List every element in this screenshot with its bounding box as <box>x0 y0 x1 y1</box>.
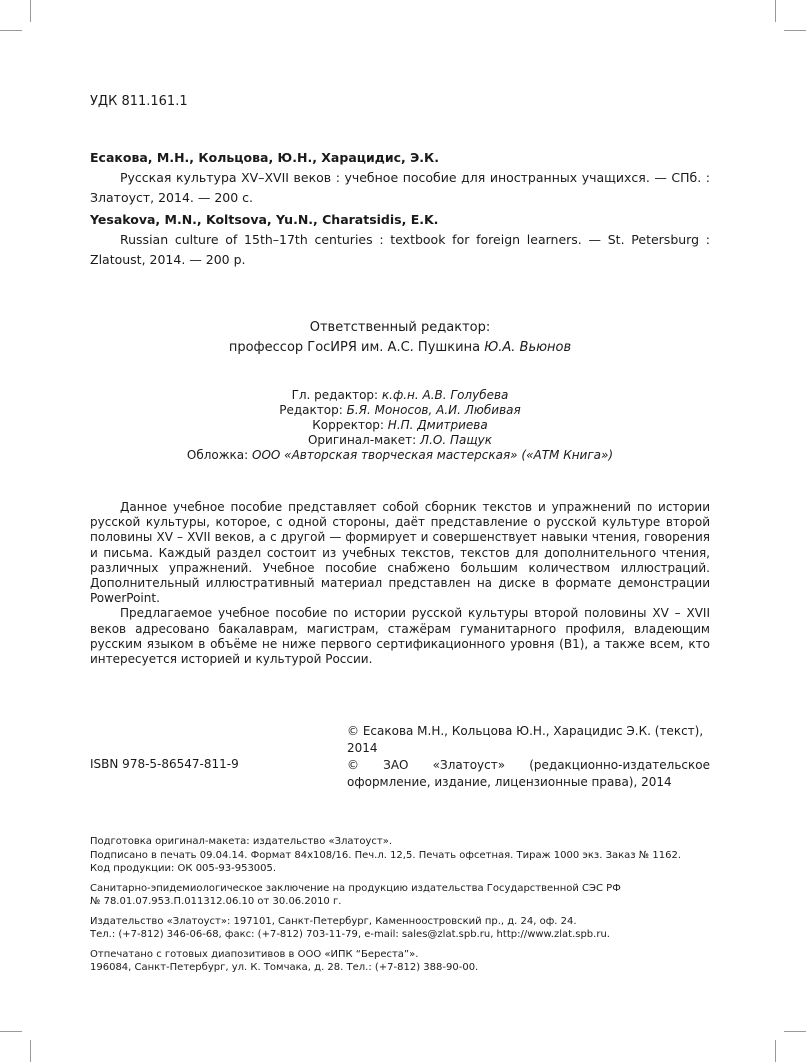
responsible-editor-position: профессор ГосИРЯ им. А.С. Пушкина <box>228 340 481 355</box>
description-ru: Русская культура XV–XVII веков : учебное пособие для иностранных учащихся. — СПб. : Златоуст, 2014. — 200 с. <box>90 170 710 205</box>
copyright-authors: © Есакова М.Н., Кольцова Ю.Н., Харацидис Э.К. (текст), 2014 <box>347 724 704 755</box>
abstract <box>90 500 710 667</box>
abstract-paragraph: Предлагаемое учебное пособие по истории русской культуры второй половины XV – XVII веков адресовано бакалаврам, магистрам, стажёрам гуманитарного профиля, владеющим русским языком в объёме не ниже первого сертификационного уровня (В1), а также всем, кто интересуется историей и культурой России. <box>90 606 710 667</box>
credit-line <box>90 388 710 403</box>
credit-value: Н.П. Дмитриева <box>387 418 488 432</box>
imprint-line: Подготовка оригинал-макета: издательство «Златоуст». <box>90 836 393 847</box>
crop-mark-top-left-horizontal <box>0 30 22 31</box>
crop-mark-top-right-horizontal <box>784 30 806 31</box>
credit-role: Корректор: <box>312 418 384 432</box>
imprint-block <box>90 835 710 975</box>
abstract-paragraph: Данное учебное пособие представляет собой сборник текстов и упражнений по истории русской культуры, которое, с одной стороны, даёт представление о русской культуре второй половины XV – XVII веков, а с другой — формирует и совершенствует навыки чтения, говорения и письма. Каждый раздел состоит из учебных текстов, текстов для дополнительного чтения, различных упражнений. Учебное пособие снабжено большим количеством иллюстраций. Дополнительный иллюстративный материал представлен на диске в формате демонстрации PowerPoint. <box>90 500 710 606</box>
credit-value: Л.О. Пащук <box>420 433 492 447</box>
credit-role: Редактор: <box>279 403 343 417</box>
imprint-line: Отпечатано с готовых диапозитивов в ООО «ИПК “Береста”». <box>90 948 419 960</box>
crop-mark-top-right-vertical <box>775 0 776 22</box>
imprint-line: Санитарно-эпидемиологическое заключение на продукцию издательства Государственной СЭС РФ <box>90 882 621 894</box>
imprint-line: Подписано в печать 09.04.14. Формат 84х108/16. Печ.л. 12,5. Печать офсетная. Тираж 1000 экз. Заказ № 1162. <box>90 849 681 861</box>
copyright-publisher: © ЗАО «Златоуст» (редакционно-издательское оформление, издание, лицензионные права), 2014 <box>347 758 710 789</box>
imprint-line: Код продукции: ОК 005-93-953005. <box>90 863 277 874</box>
responsible-editor-line <box>90 338 710 358</box>
bibliographic-entry-ru <box>90 148 710 208</box>
udk-code: УДК 811.161.1 <box>90 94 188 109</box>
authors-ru: Есакова, М.Н., Кольцова, Ю.Н., Харацидис, Э.К. <box>90 150 440 165</box>
crop-mark-bottom-left-horizontal <box>0 1031 22 1032</box>
credit-role: Гл. редактор: <box>291 388 379 402</box>
responsible-editor-label: Ответственный редактор: <box>309 320 491 335</box>
credit-line <box>90 433 710 448</box>
credit-line <box>90 403 710 418</box>
crop-mark-bottom-right-horizontal <box>784 1031 806 1032</box>
imprint-line: 196084, Санкт-Петербург, ул. К. Томчака, д. 28. Тел.: (+7-812) 388-90-00. <box>90 962 479 973</box>
crop-mark-bottom-right-vertical <box>775 1040 776 1062</box>
credit-line <box>90 448 710 463</box>
credit-role: Обложка: <box>186 448 249 462</box>
copyright-block <box>347 723 710 791</box>
credit-value: к.ф.н. А.В. Голубева <box>381 388 509 402</box>
credit-value: Б.Я. Моносов, А.И. Любивая <box>346 403 521 417</box>
bibliographic-entry-en <box>90 210 710 270</box>
credit-value: ООО «Авторская творческая мастерская» («АТМ Книга») <box>252 448 614 462</box>
credit-line <box>90 418 710 433</box>
responsible-editor-name: Ю.А. Вьюнов <box>484 340 572 355</box>
credit-role: Оригинал-макет: <box>307 433 417 447</box>
imprint-line: Тел.: (+7-812) 346-06-68, факс: (+7-812) 703-11-79, e-mail: sales@zlat.spb.ru, http://www.zlat.spb.ru. <box>90 929 610 940</box>
imprint-line: № 78.01.07.953.П.011312.06.10 от 30.06.2010 г. <box>90 896 342 907</box>
isbn: ISBN 978-5-86547-811-9 <box>90 757 239 771</box>
crop-mark-top-left-vertical <box>30 0 31 22</box>
responsible-editor <box>90 318 710 358</box>
imprint-line: Издательство «Златоуст»: 197101, Санкт-Петербург, Каменноостровский пр., д. 24, оф. 24. <box>90 915 577 927</box>
description-en: Russian culture of 15th–17th centuries : textbook for foreign learners. — St. Petersburg : Zlatoust, 2014. — 200 p. <box>90 232 710 267</box>
credits-block <box>90 388 710 463</box>
crop-mark-bottom-left-vertical <box>30 1040 31 1062</box>
authors-en: Yesakova, M.N., Koltsova, Yu.N., Charatsidis, E.K. <box>90 212 439 227</box>
